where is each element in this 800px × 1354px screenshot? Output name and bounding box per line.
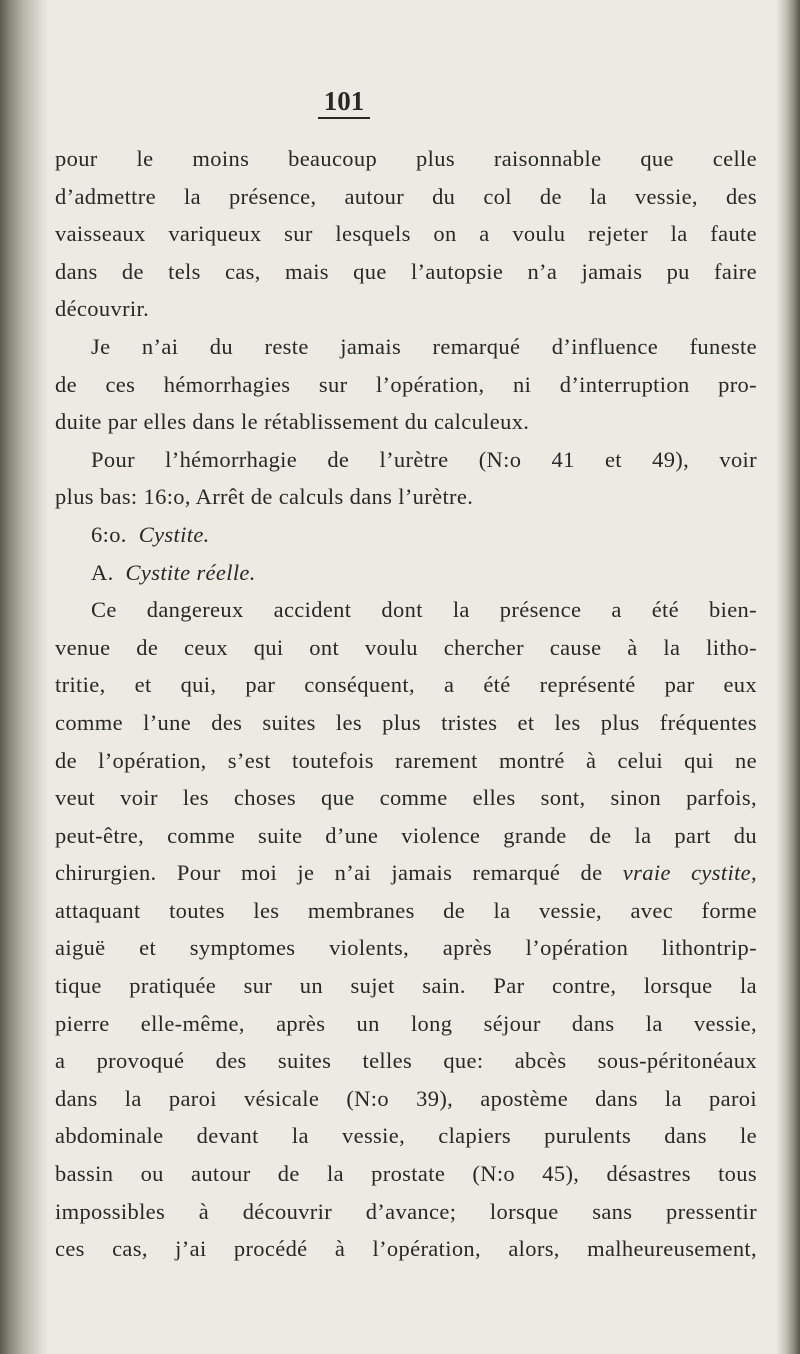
text-line: abdominale devant la vessie, clapiers purulents dans le — [55, 1123, 757, 1149]
text-line-with-emphasis — [55, 854, 757, 892]
page-edge-shadow-right — [776, 0, 800, 1354]
text-line: venue de ceux qui ont voulu chercher cause à la litho- — [55, 634, 757, 660]
text-line: attaquant toutes les membranes de la vessie, avec forme — [55, 897, 757, 923]
text-line: comme l’une des suites les plus tristes et les plus fréquentes — [55, 709, 757, 735]
text-line: découvrir. — [55, 296, 150, 322]
text-line: plus bas: 16:o, Arrêt de calculs dans l’urètre. — [55, 484, 474, 510]
text-line: vaisseaux variqueux sur lesquels on a voulu rejeter la faute — [55, 221, 757, 247]
page-number: 101 — [318, 86, 370, 119]
emphasis-text: vraie cystite, — [622, 860, 757, 886]
body-text — [55, 140, 757, 1268]
text-segment: chirurgien. Pour moi je n’ai jamais remarqué de — [55, 860, 603, 886]
text-line: ces cas, j’ai procédé à l’opération, alors, malheureusement, — [55, 1236, 757, 1262]
text-line: tique pratiquée sur un sujet sain. Par contre, lorsque la — [55, 973, 757, 999]
text-line: duite par elles dans le rétablissement du calculeux. — [55, 409, 530, 435]
text-line: Ce dangereux accident dont la présence a été bien- — [91, 597, 757, 623]
text-line: Je n’ai du reste jamais remarqué d’influence funeste — [91, 333, 757, 359]
text-line: veut voir les choses que comme elles sont, sinon parfois, — [55, 785, 757, 811]
text-line: aiguë et symptomes violents, après l’opération lithontrip- — [55, 935, 757, 961]
text-line: pierre elle-même, après un long séjour dans la vessie, — [55, 1010, 757, 1036]
section-title: Cystite. — [138, 521, 210, 547]
subsection-letter: A. — [91, 559, 114, 585]
section-number: 6:o. — [91, 521, 127, 547]
text-line: a provoqué des suites telles que: abcès sous-péritonéaux — [55, 1048, 757, 1074]
section-heading — [55, 516, 757, 554]
text-line: dans de tels cas, mais que l’autopsie n’a jamais pu faire — [55, 258, 757, 284]
text-line: peut-être, comme suite d’une violence grande de la part du — [55, 822, 757, 848]
subsection-title: Cystite réelle. — [125, 559, 256, 585]
text-line: d’admettre la présence, autour du col de la vessie, des — [55, 183, 757, 209]
text-line: de ces hémorrhagies sur l’opération, ni d’interruption pro- — [55, 371, 757, 397]
text-line: dans la paroi vésicale (N:o 39), apostème dans la paroi — [55, 1085, 757, 1111]
subsection-heading — [55, 554, 757, 592]
page-edge-shadow-left — [0, 0, 48, 1354]
text-line: Pour l’hémorrhagie de l’urètre (N:o 41 et 49), voir — [91, 446, 757, 472]
text-line: bassin ou autour de la prostate (N:o 45), désastres tous — [55, 1161, 757, 1187]
text-line: tritie, et qui, par conséquent, a été représenté par eux — [55, 672, 757, 698]
text-line: de l’opération, s’est toutefois rarement montré à celui qui ne — [55, 747, 757, 773]
text-line: pour le moins beaucoup plus raisonnable que celle — [55, 146, 757, 171]
text-line: impossibles à découvrir d’avance; lorsque sans pressentir — [55, 1198, 757, 1224]
